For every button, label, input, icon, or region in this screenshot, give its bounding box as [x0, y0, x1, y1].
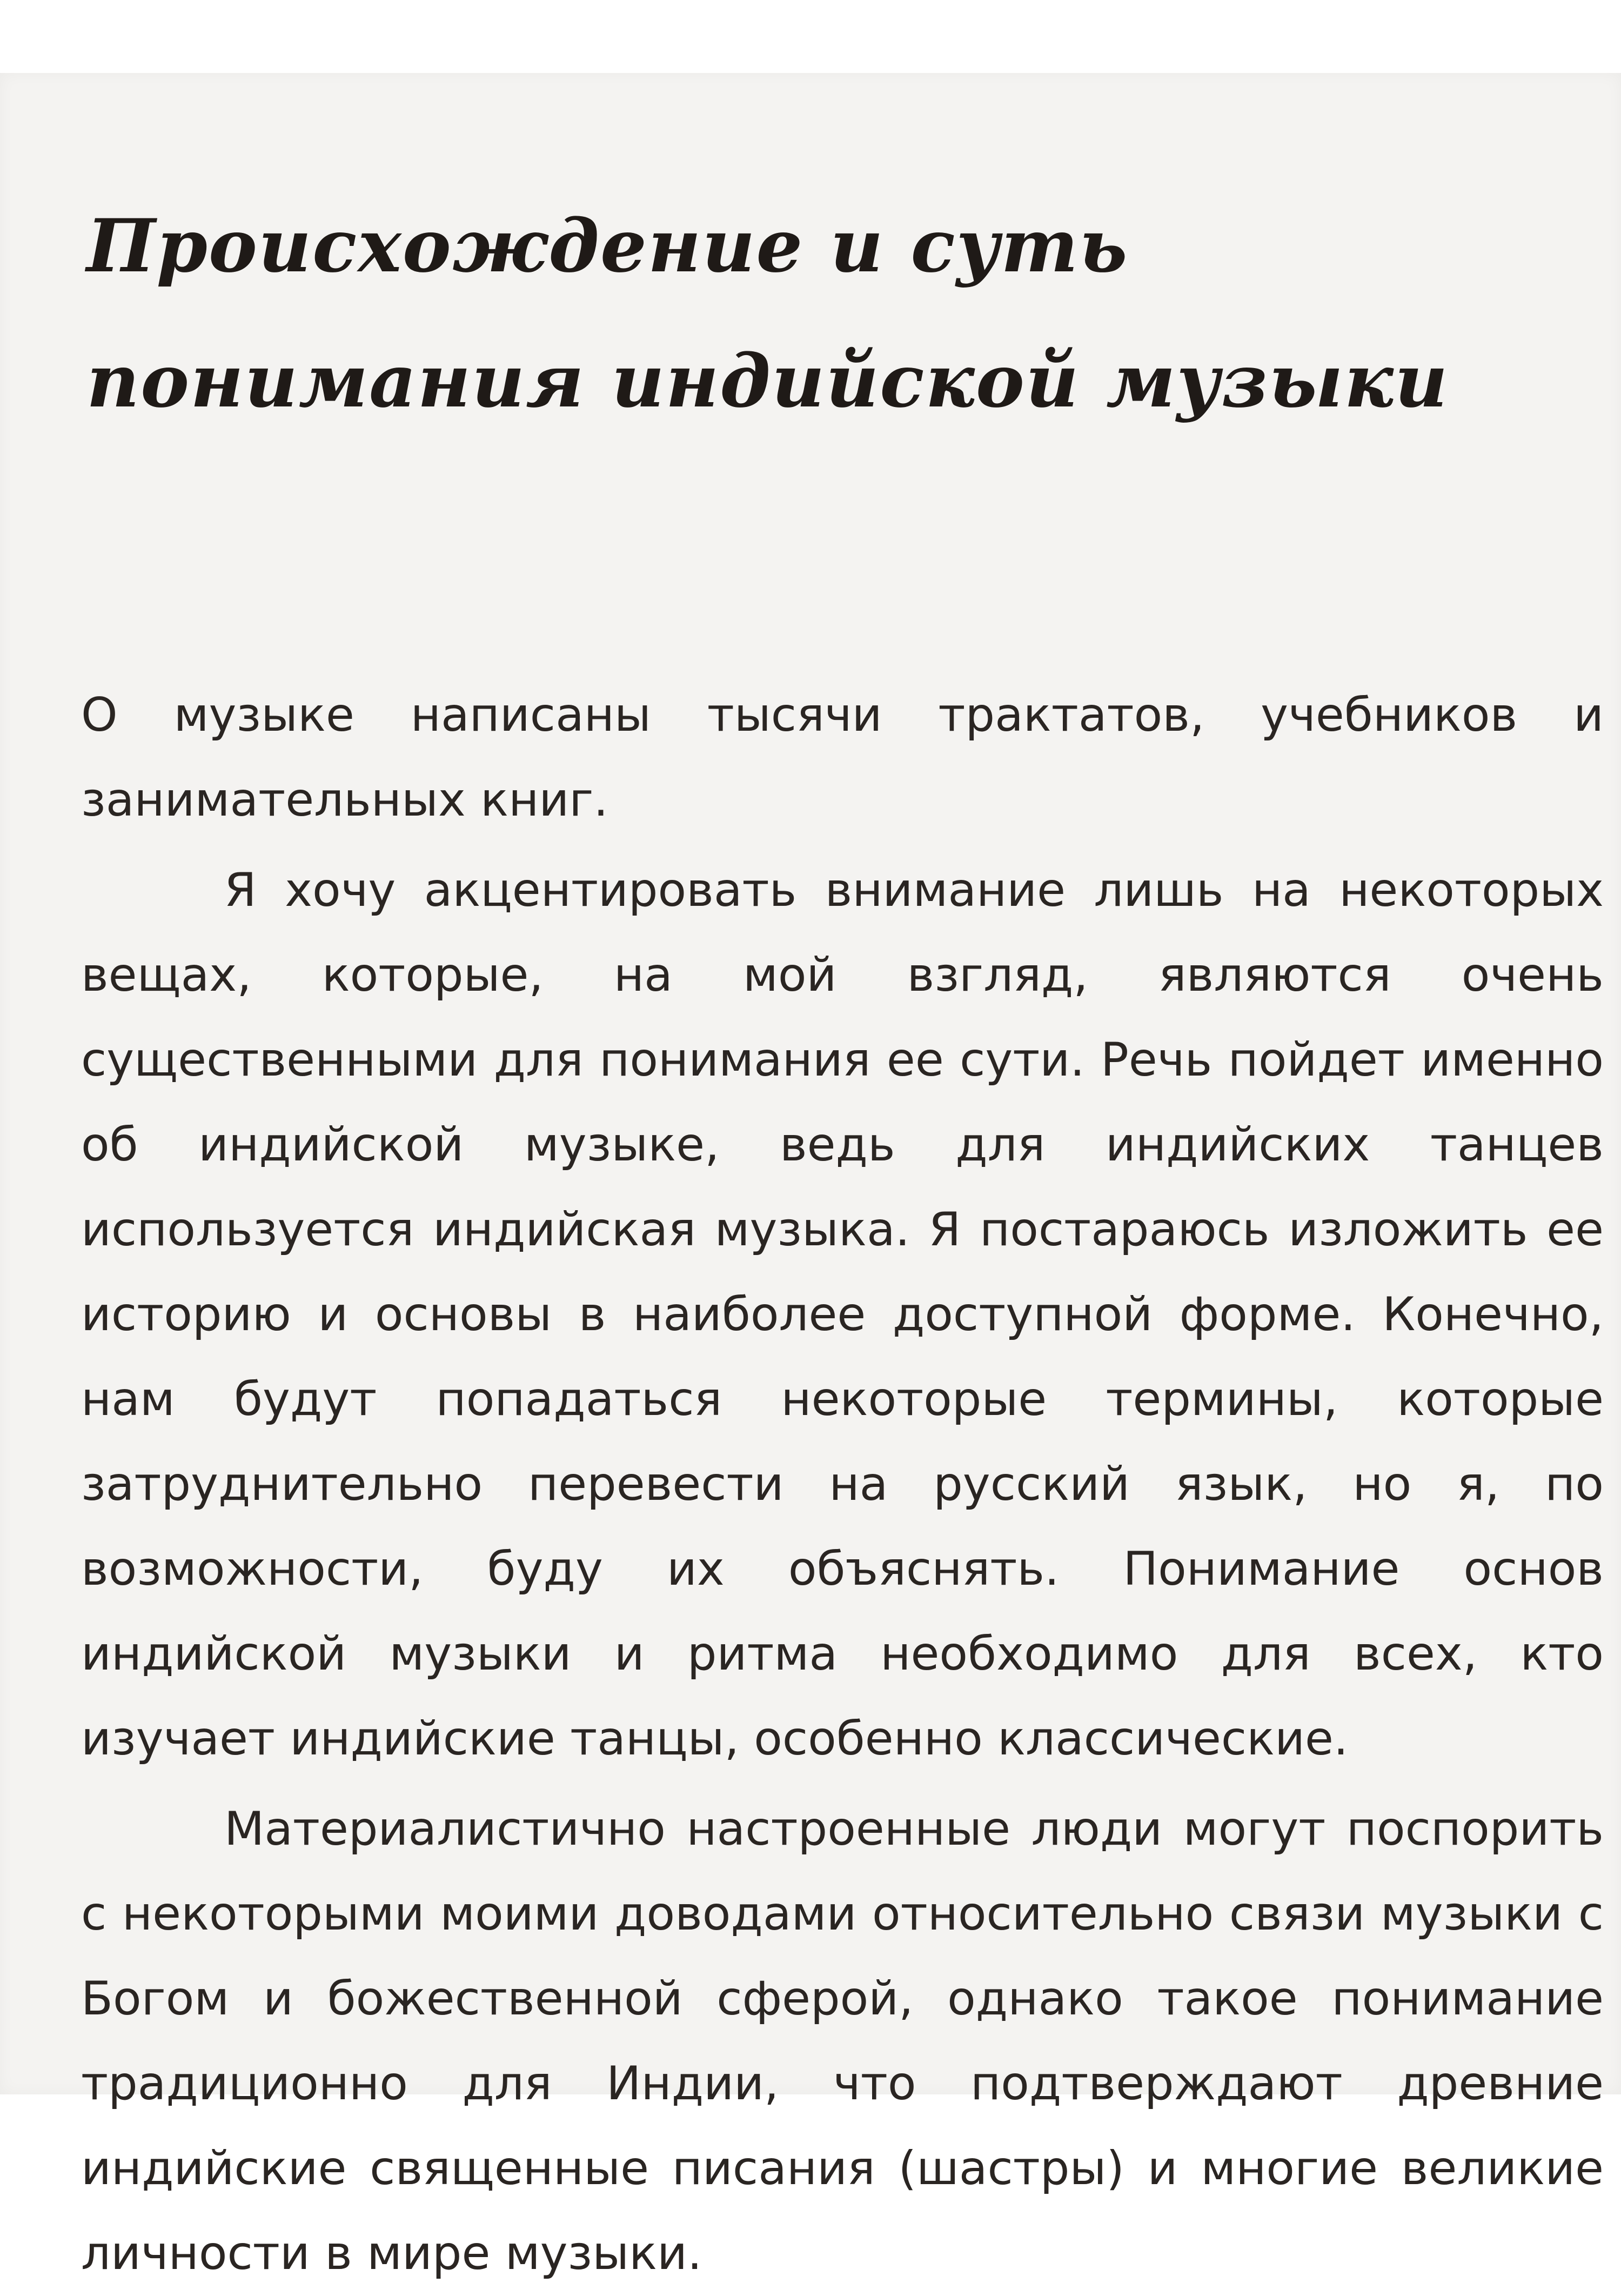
- chapter-heading-line-1: Происхождение и суть: [86, 203, 1129, 289]
- chapter-heading-line-2: понимания индийской музыки: [86, 338, 1449, 424]
- paragraph-3: Материалистично настроенные люди могут поспорить с некоторыми моими доводами относительно связи музыки с Богом и божественной сферой, однако такое понимание традиционно для Индии, что подтверждают древние индийские священные писания (шастры) и многие великие личности в мире музыки.: [81, 1802, 1604, 2280]
- paragraph-1: О музыке написаны тысячи трактатов, учебников и занимательных книг.: [81, 688, 1604, 827]
- chapter-body: [81, 673, 1604, 2296]
- paragraph-2: Я хочу акцентировать внимание лишь на некоторых вещах, которые, на мой взгляд, являются очень существенными для понимания ее сути. Речь пойдет именно об индийской музыке, ведь для индийских танцев используется индийская музыка. Я постараюсь изложить ее историю и основы в наиболее доступной форме. Конечно, нам будут попадаться некоторые термины, которые затруднительно перевести на русский язык, но я, по возможности, буду их объяснять. Понимание основ индийской музыки и ритма необходимо для всех, кто изучает индийские танцы, особенно классические.: [81, 863, 1604, 1766]
- chapter-heading: [86, 178, 1545, 449]
